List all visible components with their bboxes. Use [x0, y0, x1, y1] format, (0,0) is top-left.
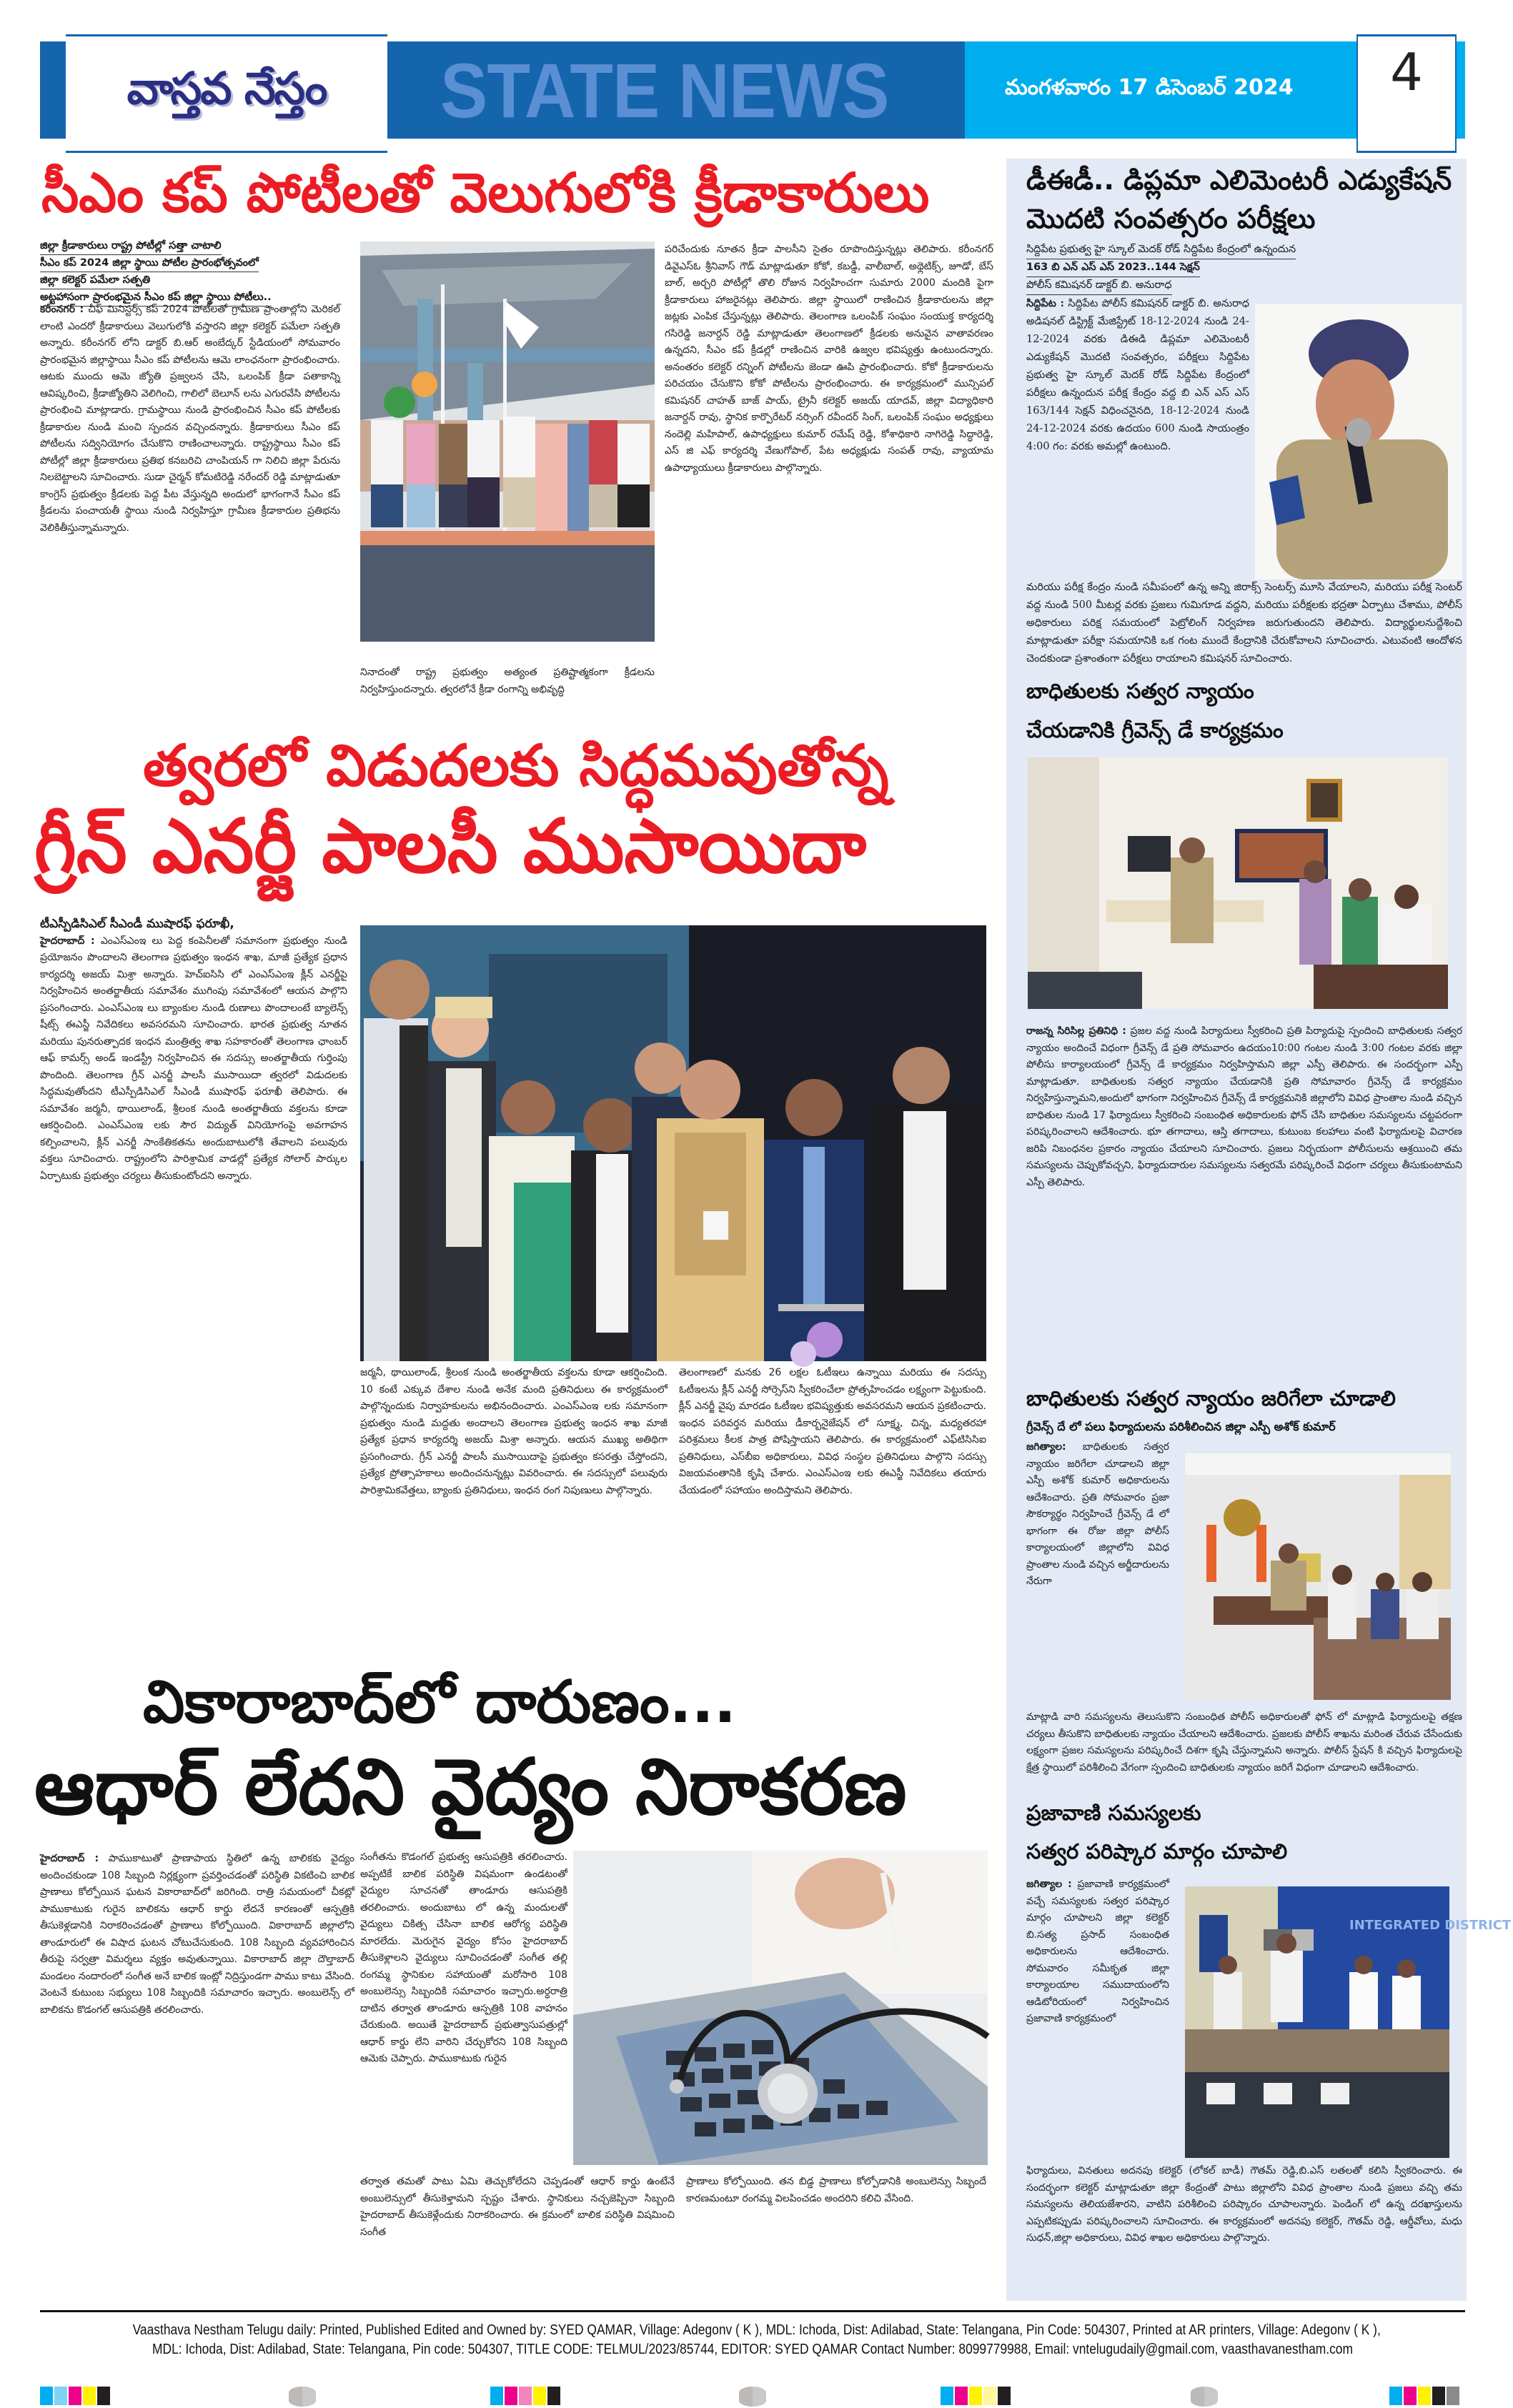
section-title: STATE NEWS [440, 46, 889, 134]
newspaper-logo[interactable] [66, 34, 387, 153]
article1-subhead: అట్టహాసంగా ప్రారంభమైన సీఎం కప్ జిల్లా స్థాయి పోటీలు.. [40, 290, 272, 307]
article1-body-col1 [40, 302, 340, 705]
sidebar-story1-subheads [1026, 242, 1296, 295]
issue-date: మంగళవారం 17 డిసెంబర్ 2024 [1005, 75, 1294, 100]
gray-registration-oval [289, 2387, 316, 2407]
color-bar [941, 2387, 1012, 2405]
article2-headline-line1: త్వరలో విడుదలకు సిద్ధమవుతోన్న [143, 732, 889, 799]
sidebar-story2-headline-line2: చేయడానికి గ్రీవెన్స్ డే కార్యక్రమం [1026, 718, 1284, 742]
article1-text: చీఫ్ మినిస్టర్స్ కప్ 2024 పోటీలతో గ్రామీణ ప్రాంతాల్లోని మెరికల్ లాంటి ఎందరో క్రీడాకారులు వెలుగులోకి వస్తారని జిల్లా కలెక్టర్ పమేలా సత్పతి అన్నారు. కరీంనగర్ లోని డాక్టర్ బి.ఆర్ అంబేద్కర్ స్టేడియంలో సోమవారం ప్రారంభమైన జిల్లాస్థాయి సీఎం కప్ పోటీలను ఆమె లాంఛనంగా ప్రారంభించారు. ఆటకు ముందు ఆమె జ్యోతి ప్రజ్వలన చేసి, ఒలంపిక్ క్రీడా పతాకాన్ని ఆవిష్కరించి, క్రీడాజ్యోతిని వెలిగించి, గాలిలో బెలూన్ లను ఎగురవేసి పోటీలను ప్రారంభించి మాట్లాడారు. గ్రామస్థాయి నుండి ప్రారంభించిన సీఎం కప్ పోటీలకు క్రీడాకారుల నుండి మంచి స్పందన వచ్చిందన్నారు. క్రీడాకారులు సీఎం కప్ పోటీలను సద్వినియోగం చేసుకొని రాణించాలన్నారు. రాష్ట్రస్థాయి సీఎం కప్ పోటీల్లో జిల్లా క్రీడాకారులు ప్రతిభ కనబరిచి చాంపియన్ గా నిలిచి జిల్లా పేరును నిలబెట్టాలని సూచించారు. సుడా చైర్మన్ కోమటిరెడ్డి నరేందర్ రెడ్డి మాట్లాడుతూ కాంగ్రెస్ ప్రభుత్వం క్రీడలకు పెద్ద పీట వేస్తున్నది అందులో భాగంగానే సీఎం కప్ క్రీడలను పంచాయతీ స్థాయి నుండి నిర్వహిస్తూ గ్రామీణ క్రీడాకారుల ప్రతిభను వెలికితీస్తున్నామన్నారు. [40, 304, 340, 534]
color-bar [1389, 2387, 1461, 2405]
sidebar-photo-police-commissioner[interactable] [1255, 304, 1462, 579]
sidebar-story4-body-left [1026, 1876, 1169, 2159]
article3-text: పాముకాటుతో ప్రాణాపాయ స్థితిలో ఉన్న బాలికకు వైద్యం అందించకుండా 108 సిబ్బంది నిర్లక్ష్యంగా ప్రవర్తించడంతో పరిస్థితి వికటించి బాలిక ప్రాణాలు కోల్పోయిన ఘటన వికారాబాద్‌లో జరిగింది. రాత్రి సమయంలో చీకట్లో పాముకాటుకు గురైన బాలికను ఆధార్ కార్డు లేదనే కారణంతో ఆస్పత్రికి తీసుకెళ్లడానికి నిరాకరించడంతో ప్రాణాలు కోల్పోయింది. వికారాబాద్ జిల్లాలోని తాండూరులో ఈ విషాద ఘటన చోటుచేసుకుంది. 108 సిబ్బంది వ్యవహారించిన తీరుపై సర్వత్రా విమర్శలు వ్యక్తం అవుతున్నాయి. వికారాబాద్ జిల్లా దౌల్తాబాద్ మండలం నందారంలో సంగీత అనే బాలిక ఇంట్లో నిద్రిస్తుండగా పాము కాటు వేసింది. వెంటనే కుటుంబ సభ్యులు 108 సిబ్బందికి సమాచారం ఇచ్చారు. అంబులెన్స్ లో బాలికను కొడంగల్ ఆసుపత్రికి తరలించారు. [40, 1853, 354, 2016]
color-bar [40, 2387, 111, 2405]
sidebar-story3-dateline: జగిత్యాల: [1026, 1441, 1066, 1453]
article2-body-col2: జర్మనీ, థాయిలాండ్, శ్రీలంక నుండి అంతర్జాతీయ వక్తలను కూడా ఆకర్షించింది. 10 కంటే ఎక్కువ దేశాల నుండి అనేక మంది ప్రతినిధులు ఈ కార్యక్రమంలో పాల్గొన్నందుకు నిర్వాహకులను అభినందించారు. ఎంఎస్ఎంఇ లకు సమానంగా ప్రభుత్వం నుండి మద్దతు అందాలని తెలంగాణ ప్రభుత్వ ఇంధన శాఖ మాజీ ప్రత్యేక ప్రధాన కార్యదర్శి అజయ్ మిశ్రా అన్నారు. ఆయన ముఖ్య అతిథిగా ప్రసంగించారు. గ్రీన్ ఎనర్జీ పాలసీ ముసాయిదాపై ప్రభుత్వం కసరత్తు చేస్తోందని, ప్రత్యేక ప్రోత్సాహకాలు అందించనున్నట్లు వివరించారు. ఈ సదస్సులో పలువురు పారిశ్రామికవేత్తలు, బ్యాంకు ప్రతినిధులు, ఇంధన రంగ నిపుణులు పాల్గొన్నారు. [360, 1367, 668, 1496]
sidebar-story3-text: బాధితులకు సత్వర న్యాయం జరిగేలా చూడాలని జిల్లా ఎస్పీ అశోక్ కుమార్ అధికారులను ఆదేశించారు. ప్రతి సోమవారం ప్రజా సౌకర్యార్థం నిర్వహించే గ్రీవెన్స్ డే లో భాగంగా ఈ రోజు జిల్లా పోలీస్ కార్యాలయంలో జిల్లాలోని వివిధ ప్రాంతాల నుండి వచ్చిన అర్జీదారులను నేరుగా [1026, 1441, 1170, 1587]
page-number: 4 [1356, 34, 1457, 153]
color-bar [490, 2387, 562, 2405]
imprint-line1: Vaasthava Nestham Telugu daily: Printed, Published Edited and Owned by: SYED QAMAR, Village: Adegonv ( K ), MDL: Ichoda, Dist: Adilabad, State: Telangana, Pin Code: 504307, Printed at AR printers, Village: Adegonv ( K ), [132, 2322, 1381, 2338]
article3-body-col1 [40, 1851, 354, 2301]
sidebar-story2-text: ప్రజల వద్ద నుండి పిర్యాదులు స్వీకరించి ప్రతి పిర్యాదుపై స్పందించి బాధితులకు సత్వర న్యాయం అందించే విధంగా గ్రీవెన్స్ డే ప్రతి సోమవారం ఉదయం10:00 గంటల నుండి 3:00 గంటల వరకు జిల్లా పోలీసు కార్యాలయంలో గ్రీవెన్స్ డే కార్యక్రమం నిర్వహిస్తామని జిల్లా ఎస్పీ తెలిపారు. ఈ సందర్భంగా ఎస్పీ మాట్లాడుతూ. బాధితులకు సత్వర న్యాయం చేయడానికి ప్రతి సోమావారం గ్రీవెన్స్ డే కార్యక్రమం నిర్వహిస్తున్నామని,అందులో భాగంగా నిర్వహించిన గ్రీవెన్స్ డే కార్యక్రమనికి జిల్లాలోని వివిధ ప్రాంతాల నుండి వచ్చిన బాధితుల నుండి 17 ఫిర్యాదులు స్వీకరించి సంబంధిత అధికారులకు ఫోన్ చేసి బాధితుల సమస్యలను చట్టపరంగా పరిష్కరించాలని ఆదేశించారు. భూ తగాదాలు, ఆస్తి తగాదాలు, కుటుంబ కలహాలు వంటి ఫిర్యాదులపై విచారణ జరిపి నిబంధనల ప్రకారం న్యాయం చేయాలని సూచించారు. ప్రజలు నిర్భయంగా పోలీసులను ఆశ్రయించి తమ సమస్యలను చెప్పుకోవచ్చని, ఫిర్యాదుదారుల సమస్యలను సత్వరమే పరిష్కరించే విధంగా చర్యలు తీసుకుంటామని ఎస్పీ తెలిపారు. [1026, 1025, 1462, 1188]
article2-text: ఎంఎస్ఎంఇ లు పెద్ద కంపెనీలతో సమానంగా ప్రభుత్వం నుండి ప్రయోజనం పొందాలని తెలంగాణ ప్రభుత్వం ఇంధన శాఖ, మాజీ ప్రత్యేక ప్రధాన కార్యదర్శి అజయ్ మిశ్రా అన్నారు. హెచ్ఐసిసి లో ఎంఎస్ఎంఇ క్లీన్ ఎనర్జీపై నిర్వహించిన అంతర్జాతీయ సమావేశం ముగింపు సమావేశంలో ఆయన పాల్గొని ప్రసంగించారు. ఎంఎస్ఎంఇ లు బ్యాంకుల నుండి రుణాలు పొందాలంటే బ్యాలెన్స్ షీట్స్ ఈఎస్జీ నివేదికలు అవసరమని సూచించారు. భారత ప్రభుత్వ నూతన మరియు పునరుత్పాదక ఇంధన మంత్రిత్వ శాఖ సహకారంతో తెలంగాణ ఛాంబర్ ఆఫ్ కామర్స్ అండ్ ఇండస్ట్రీ నిర్వహించిన ఈ సదస్సు అంతర్జాతీయ గుర్తింపు పొందింది. తెలంగాణ గ్రీన్ ఎనర్జీ పాలసీ ముసాయిదా త్వరలో విడుదలకు సిద్ధమవుతోందని టీఎస్పీడిసిఎల్ సీఎండీ ముషారఫ్ ఫరూఖీ తెలిపారు. ఈ సమావేశం జర్మనీ, థాయిలాండ్, శ్రీలంక నుండి అంతర్జాతీయ వక్తలను కూడా ఆకర్షించింది. ఎంఎస్ఎంఇ లకు సౌర విద్యుత్ వినియోగంపై అవగాహన కల్పించాలని, క్లీన్ ఎనర్జీ సాంకేతికతను అందుబాటులోకి తేవాలని పలువురు వక్తలు సూచించారు. రాష్ట్రంలోని పారిశ్రామిక వాడల్లో ప్రత్యేక సోలార్ పార్కుల ఏర్పాటుకు ప్రభుత్వం చర్యలు తీసుకుంటోందని అన్నారు. [40, 935, 347, 1182]
article3-dateline: హైదరాబాద్ : [40, 1853, 99, 1864]
article2-headline-line2: గ్రీన్ ఎనర్జీ పాలసీ ముసాయిదా [34, 802, 866, 890]
sidebar-story1-body-left [1026, 294, 1249, 577]
sidebar-photo-prajavani[interactable] [1185, 1886, 1512, 2158]
article3-photo-stethoscope[interactable] [573, 1851, 988, 2165]
sidebar-story3-subhead: గ్రీవెన్స్ దే లో పలు ఫిర్యాదులను పరిశీలించిన జిల్లా ఎస్పీ అశోక్ కుమార్ [1026, 1420, 1336, 1433]
sidebar-story1-dateline: సిద్దిపేట : [1026, 297, 1065, 309]
sidebar-story1-headline-line2: మొదటి సంవత్సరం పరీక్షలు [1026, 203, 1316, 234]
sidebar-story3-body-left [1026, 1439, 1169, 1703]
article1-body-col3: పరిచేందుకు నూతన క్రీడా పాలసీని సైతం రూపొందిస్తున్నట్లు తెలిపారు. కరీంనగర్ డివైఎస్ఓ శ్రీనివాస్ గౌడ్ మాట్లాడుతూ కోకో, కబడ్డీ, వాలీబాల్, అథ్లెటిక్స్, జూడో, బేస్ బాల్, అర్చరి పోటీల్లో తొలి రోజున నిర్వహించగా సుమారు 2000 మందికి పైగా క్రీడాకారులు హాజరైనట్లు తెలిపారు. జిల్లా స్థాయిలో రాణించిన క్రీడాకారులను జిల్లా జట్లకు ఎంపిక చేస్తున్నట్లు తెలిపారు. తెలంగాణ ఒలంపిక్ సంఘం సంయుక్త కార్యదర్శి గసిరెడ్డి జనార్దన్ రెడ్డి మాట్లాడుతూ తెలంగాణలో క్రీడలకు అనువైన వాతావరణం ఉన్నదని, సీఎం కప్ క్రీడల్లో రాణించిన వారికి ఉజ్వల భవిష్యత్తు ఉంటుందన్నారు. అనంతరం కలెక్టర్ రన్నింగ్ పోటీలను జెండా ఊపి ప్రారంభించారు. కోకో క్రీడాకారులను పరిచయం చేసుకొని కోకో పోటీలను ప్రారంభించారు. ఈ కార్యక్రమంలో మున్సిపల్ కమిషనర్ చాహత్ బాజ్ పాయ్, ట్రైనీ కలెక్టర్ అజయ్ యాదవ్, జిల్లా విద్యాధికారి జనార్దన్ రావు, స్థానిక కార్పొరేటర్ నర్సింగ్ రవీందర్ సింగ్, ఒలంపిక్ సంఘం అధ్యక్షులు నందెల్లి మహిపాల్, ఉపాధ్యక్షులు కుమార్ రమేష్ రెడ్డి, కోశాధికారి నాగిరెడ్డి సిద్ధారెడ్డి, ఎస్ జి ఎఫ్ కార్యదర్శి వేణుగోపాల్, పేట అధ్యక్షుడు సంపత్ రావు, వ్యాయామ ఉపాధ్యాయులు క్రీడాకారులు పాల్గొన్నారు. [665, 244, 993, 474]
article2-byline: టీఎస్పీడిసిఎల్ సీఎండీ ముషారఫ్ ఫరూఖీ, [40, 917, 234, 931]
sidebar-story2-headline-line1: బాధితులకు సత్వర న్యాయం [1026, 679, 1254, 703]
gray-registration-oval [739, 2387, 766, 2407]
sidebar-story4-headline-line1: ప్రజావాణి సమస్యలకు [1026, 1801, 1201, 1825]
sidebar-story3-headline: బాధితులకు సత్వర న్యాయం జరిగేలా చూడాలి [1026, 1386, 1396, 1411]
sidebar-story1-text: సిద్దిపేట పోలీస్ కమిషనర్ డాక్టర్ బి. అనురాధ అడిషనల్ డిస్ట్రిక్ట్ మేజిస్ట్రేట్ 18-12-2024 నుండి 24-12-2024 వరకు డిఈడి డిప్లమా ఎలిమెంటరీ ఎడ్యుకేషన్ మొదటి సంవత్సరం, పరీక్షలు సిద్దిపేట ప్రభుత్వ హై స్కూల్ మెదక్ రోడ్ సిద్దిపేట కేంద్రంలో పరీక్షలు ఉన్నందున పరీక్ష కేంద్రం వద్ద బి ఎన్ ఎస్ ఎస్ 163/144 సెక్షన్ విధించనైనది, 18-12-2024 నుండి 24-12-2024 వరకు ఉదయం 600 నుండి సాయంత్రం 4:00 గం: వరకు అమల్లో ఉంటుంది. [1026, 298, 1249, 452]
district-sp-office-image [1185, 1453, 1451, 1700]
sidebar-photo-grievance-day[interactable] [1028, 757, 1448, 1009]
article1-dateline: కరీంనగర్ : [40, 304, 84, 315]
imprint-line2: MDL: Ichoda, Dist: Adilabad, State: Telangana, Pin code: 504307, TITLE CODE: TELMUL/2023/85744, EDITOR: SYED QAMAR Contact Number: 8099779988, Email: vntelugudaily@gmail.com, vaasthavanestham.com [152, 2342, 1353, 2357]
article1-headline: సీఎం కప్ పోటీలతో వెలుగులోకి క్రీడాకారులు [41, 161, 930, 224]
right-sidebar [1006, 159, 1512, 2301]
prajavani-meeting-image [1185, 1886, 1512, 2158]
logo-text: వాస్తవ నేస్తం [127, 62, 327, 114]
article3-body-col3-bottom: ప్రాణాలు కోల్పోయింది. తన బిడ్డ ప్రాణాలు కోల్పోడానికి అంబులెన్సు సిబ్బందే కారణమంటూ రంగమ్మ విలపించడం అందరిని కలిచి వేసింది. [686, 2176, 986, 2204]
article1-subheads [40, 239, 340, 307]
article2-body-col1 [40, 916, 347, 1563]
article3-body-col2-bottom: తర్వాత తమతో పాటు ఏమి తెచ్చుకోలేదని చెప్పడంతో ఆధార్ కార్డు ఉంటేనే అంబులెన్సులో తీసుకెళ్తామని స్పష్టం చేశారు. స్థానికులు నచ్చజెప్పినా సిబ్బంది హైదరాబాద్ తీసుకెళ్లేందుకు నిరాకరించారు. ఈ క్రమంలో బాలిక పరిస్థితి విషమించి సంగీత [360, 2176, 675, 2238]
article1-photo-caption: నినాదంతో రాష్ట్ర ప్రభుత్వం అత్యంత ప్రతిష్టాత్మకంగా క్రీడలను నిర్వహిస్తుందన్నారు. త్వరలోనే క్రీడా రంగాన్ని అభివృద్ధి [360, 667, 655, 695]
footer-rule [40, 2310, 1465, 2312]
sidebar-story2-body [1026, 1023, 1462, 1398]
article1-photo-flag-hoisting[interactable] [360, 242, 655, 663]
sidebar-story4-headline-line2: సత్వర పరిష్కార మార్గం చూపాలి [1026, 1839, 1288, 1864]
sidebar-story1-headline-line1: డీఈడీ.. డిప్లమా ఎలిమెంటరీ ఎడ్యుకేషన్ [1026, 164, 1452, 196]
sidebar-story2-dateline: రాజన్న సిరిసిల్ల ప్రతినిధి : [1026, 1025, 1126, 1037]
article3-headline-line2: ఆధార్ లేదని వైద్యం నిరాకరణ [34, 1743, 907, 1832]
grievance-day-office-image [1028, 757, 1448, 1009]
article3-body-col2-top: సంగీతను కొడంగల్ ప్రభుత్వ ఆసుపత్రికి తరలించారు. అప్పటికే బాలిక పరిస్థితి విషమంగా ఉండటంతో వైద్యుల సూచనతో తాండూరు ఆసుపత్రికి తరలించారు. అందుబాటు లో ఉన్న మందులతో వైద్యులు చికిత్స చేసినా బాలిక ఆరోగ్య పరిస్థితి మారలేదు. మెరుగైన వైద్యం కోసం హైదరాబాద్ తీసుకెళ్లాలని వైద్యులు సూచించడంతో సంగీత తల్లి రంగమ్మ స్థానికుల సహాయంతో మరోసారి 108 అంబులెన్సు సిబ్బందికి సమాచారం ఇచ్చారు.అర్ధరాత్రి దాటిన తర్వాత తాండూరు ఆస్పత్రికి 108 వాహనం చేరుకుంది. అయితే హైదరాబాద్ ప్రభుత్వాసుపత్రుల్లో ఆధార్ కార్డు లేని వారిని చేర్చుకోరని 108 సిబ్బంది ఆమెకు చెప్పారు. పాముకాటుకు గురైన [360, 1851, 567, 2064]
masthead [40, 41, 1465, 139]
article1-subhead: సీఎం కప్ 2024 జిల్లా స్థాయి పోటీల ప్రారంభోత్సవంలో [40, 256, 259, 272]
sidebar-story4-text: ప్రజావాణి కార్యక్రమంలో వచ్చే సమస్యలకు సత్వర పరిష్కార మార్గం చూపాలని జిల్లా కలెక్టర్ బి.సత్య ప్రసాద్ సంబంధిత అధికారులను ఆదేశించారు. సోమవారం సమీకృత జిల్లా కార్యాలయాల సముదాయంలోని ఆడిటోరియంలో నిర్వహించిన ప్రజావాణి కార్యక్రమంలో [1026, 1879, 1169, 2024]
article1-subhead: జిల్లా క్రీడాకారులు రాష్ట్ర పోటీల్లో సత్తా చాటాలి [40, 239, 222, 255]
article2-photo-conference[interactable] [360, 925, 986, 1361]
flag-hoisting-image [360, 242, 655, 663]
article2-body-col3: తెలంగాణలో మనకు 26 లక్షల ఓటీఇలు ఉన్నాయి మరియు ఈ సదస్సు ఓటీఇలను క్లీన్ ఎనర్జీ సోర్సెస్‌ని స్వీకరించేలా ప్రోత్సహించడం లక్ష్యంగా పెట్టుకుంది. క్లీన్ ఎనర్జీ వైపు మారడం ఓటీఇల భవిష్యత్తుకు అవసరమని ఆయన ప్రకటించారు. ఇంధన పరివర్తన మరియు డీకార్బనైజేషన్ లో సూక్ష్మ, చిన్న, మధ్యతరహా పరిశ్రమలు కీలక పాత్ర పోషిస్తాయని తెలిపారు. ఈ కార్యక్రమంలో ఎఫ్‌టిసిసిఐ ప్రతినిధులు, ఎస్‌బీఐ అధికారులు, వివిధ సంస్థల ప్రతినిధులు పాల్గొని సదస్సు విజయవంతానికి కృషి చేశారు. ఎంఎస్ఎంఇ లకు ఈఎస్జీ నివేదికలు తయారు చేయడంలో సహాయం అందిస్తామని తెలిపారు. [679, 1367, 986, 1496]
article2-dateline: హైదరాబాద్ : [40, 935, 95, 947]
sidebar-story4-body-full: ఫిర్యాదులు, వినతులు అదనపు కలెక్టర్ (లోకల్ బాడీ) గౌతమ్ రెడ్డి,బి.ఎస్ లతలతో కలిసి స్వీకరించారు. ఈ సందర్భంగా కలెక్టర్ మాట్లాడుతూ జిల్లా కేంద్రంతో పాటు జిల్లాలోని వివిధ ప్రాంతాల నుండి ప్రజలు వచ్చి తమ సమస్యలను తెలియజేశారని, వాటిని పరిశీలించి పరిష్కారం చూపాలన్నారు. పెండింగ్ లో ఉన్న దరఖాస్తులను ఎప్పటికప్పుడు పరిష్కరించాలని సూచించారు. ఈ కార్యక్రమంలో అదనపు కలెక్టర్, గౌతమ్ రెడ్డి, ఆర్డీవోలు, మధు సుధన్,జిల్లా అధికారులు, వివిధ శాఖల అధికారులు పాల్గొన్నారు. [1026, 2165, 1462, 2244]
article3-headline-line1: వికారాబాద్‌లో దారుణం... [143, 1668, 736, 1736]
sidebar-story1-subhead: సిద్దిపేట ప్రభుత్వ హై స్కూల్ మెదక్ రోడ్ సిద్దిపేట కేంద్రంలో ఉన్నందున [1026, 242, 1296, 259]
sidebar-story4-dateline: జగిత్యాల : [1026, 1879, 1072, 1890]
gray-registration-oval [1191, 2387, 1218, 2407]
sidebar-photo-jagtial-sp[interactable] [1185, 1453, 1451, 1700]
article1-subhead: జిల్లా కలెక్టర్ పమేలా సత్పతి [40, 273, 150, 289]
sidebar-story3-body-full: మాట్లాడి వారి సమస్యలను తెలుసుకొని సంబంధిత పోలీస్ అధికారులతో ఫోన్ లో మాట్లాడి ఫిర్యాదులపై తక్షణ చర్యలు తీసుకొని బాధితులకు న్యాయం చేయాలని ఆదేశించారు. ప్రజలకు పోలీస్ శాఖను మరింత చేరువ చేసేందుకు లక్ష్యంగా ప్రజల సమస్యలను పరిష్కరించే దిశగా కృషి చేస్తున్నామని అన్నారు. పోలీస్ స్టేషన్ కి వచ్చిన ఫిర్యాదులపై క్షేత్ర స్థాయిలో పరిశీలించి వేగంగా స్పందించి బాధితులకు న్యాయం జరిగే విధంగా చూడాలని ఆదేశించారు. [1026, 1711, 1462, 1773]
sidebar-story1-subhead: పోలీస్ కమిషనర్ డాక్టర్ బి. అనురాధ [1026, 277, 1172, 295]
svg-text:INTEGRATED DISTRICT: INTEGRATED DISTRICT [1349, 1918, 1512, 1933]
conference-group-image [360, 925, 986, 1361]
sidebar-story1-subhead: 163 బి ఎన్ ఎస్ ఎస్ 2023..144 సెక్షన్ [1026, 259, 1200, 277]
stethoscope-laptop-image [573, 1851, 988, 2165]
registration-marks [40, 2387, 1465, 2408]
police-commissioner-portrait [1255, 304, 1462, 579]
sidebar-story1-body-full: మరియు పరీక్ష కేంద్రం నుండి సమీపంలో ఉన్న అన్ని జిరాక్స్ సెంటర్స్ మూసి వేయాలని, మరియు పరీక్ష సెంటర్ వద్ద నుండి 500 మీటర్ల వరకు ప్రజలు గుమిగూడ వద్దని, మరియు పరీక్షలకు భద్రతా ఏర్పాటు చేశాము, పోలీస్ అధికారులు పరిక్ష సమయంలో పెట్రోలింగ్ నిర్వహణ జరుగుతుందని తెలిపారు. విద్యార్థులనుద్దేశించి మాట్లాడుతూ పరీక్షా సమయానికి ఒక గంట ముందే కేంద్రానికి చేరుకోవాలని సూచించారు. ఎటువంటి ఆందోళన చెందకుండా ప్రశాంతంగా పరీక్షలు రాయాలని కమిషనర్ సూచించారు. [1026, 582, 1462, 665]
